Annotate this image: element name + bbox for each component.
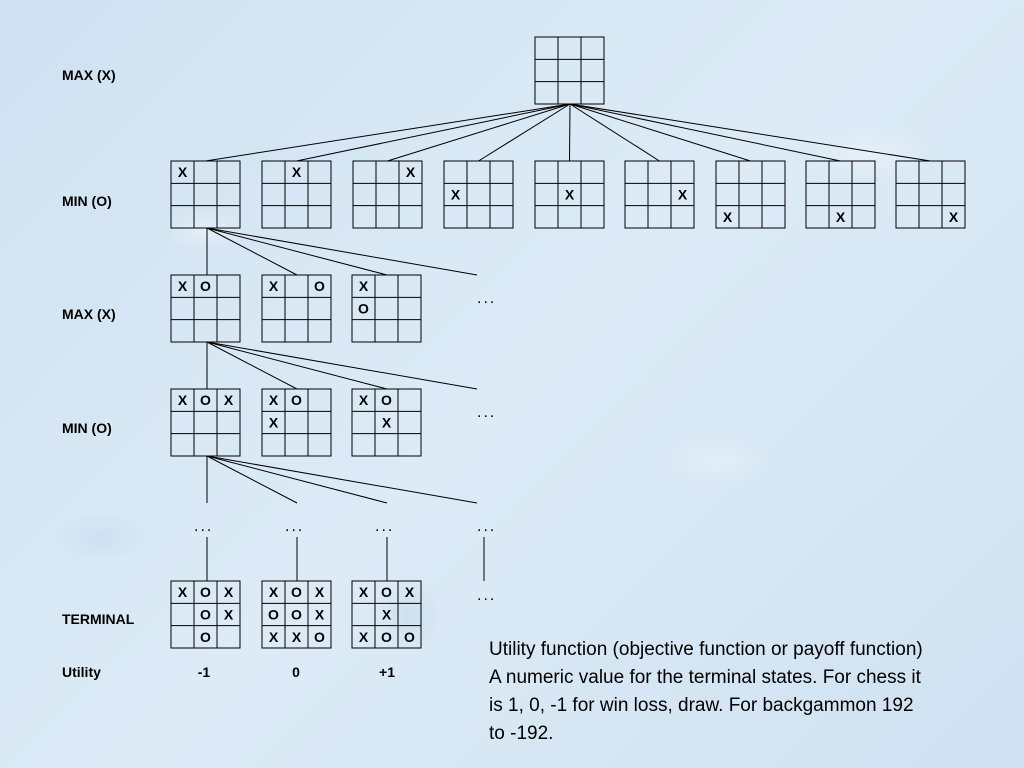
cell-mark-o: O [291, 584, 302, 601]
max-board-3 [352, 275, 421, 342]
cell-mark-x: X [291, 628, 302, 645]
tree-edge [570, 104, 751, 161]
max-board-1 [171, 275, 240, 342]
terminal-board-2 [262, 581, 331, 648]
root-board [535, 37, 604, 104]
cell-mark-x: X [223, 584, 234, 601]
min-board-2 [262, 161, 331, 228]
cell-mark-x: X [677, 186, 688, 203]
cell-mark-x: X [450, 186, 461, 203]
cell-mark-x: X [268, 392, 279, 409]
tree-edge [388, 104, 571, 161]
cell-mark-x: X [381, 414, 392, 431]
note-line-1: Utility function (objective function or payoff function) [489, 639, 923, 660]
ellipsis-branch-4: ... [477, 518, 497, 535]
cell-mark-x: X [381, 606, 392, 623]
cell-mark-o: O [314, 278, 325, 295]
note-line-2: A numeric value for the terminal states. For chess it [489, 667, 921, 688]
cell-mark-o: O [381, 584, 392, 601]
min-board-7 [716, 161, 785, 228]
tree-edge [207, 342, 297, 389]
cell-mark-x: X [177, 164, 188, 181]
cell-mark-x: X [358, 392, 369, 409]
cell-mark-o: O [404, 628, 415, 645]
cell-mark-x: X [358, 278, 369, 295]
tree-edge [207, 228, 297, 275]
terminal-board-1 [171, 581, 240, 648]
level-label-min-2: MIN (O) [62, 420, 112, 436]
min-board-l3-1 [171, 389, 240, 456]
ellipsis-branch-2: ... [285, 518, 305, 535]
cell-mark-o: O [381, 628, 392, 645]
cell-mark-o: O [200, 606, 211, 623]
level-label-max-2: MAX (X) [62, 306, 116, 322]
cell-mark-x: X [722, 208, 733, 225]
level-label-terminal: TERMINAL [62, 611, 135, 627]
ellipsis-level3: ... [477, 404, 497, 421]
tree-edge [207, 228, 387, 275]
cell-mark-x: X [314, 584, 325, 601]
cell-mark-x: X [948, 208, 959, 225]
cell-mark-x: X [223, 392, 234, 409]
terminal-board-3 [352, 581, 421, 648]
tree-edge [570, 104, 931, 161]
tree-edge [207, 456, 387, 503]
cell-mark-x: X [835, 208, 846, 225]
ellipsis-branch-1: ... [194, 518, 214, 535]
min-board-9 [896, 161, 965, 228]
utility-value-1: -1 [197, 664, 211, 680]
tree-edge [479, 104, 571, 161]
ellipsis-terminal: ... [477, 587, 497, 604]
note-line-3: is 1, 0, -1 for win loss, draw. For backgammon 192 [489, 695, 914, 716]
min-board-l3-3 [352, 389, 421, 456]
tree-edge [570, 104, 660, 161]
utility-function-note [489, 636, 1009, 748]
tree-edge [570, 104, 571, 161]
cell-mark-x: X [404, 584, 415, 601]
tree-edge [207, 456, 297, 503]
cell-mark-o: O [200, 628, 211, 645]
cell-mark-o: O [200, 278, 211, 295]
cell-mark-x: X [358, 584, 369, 601]
min-board-l3-2 [262, 389, 331, 456]
tree-edge [207, 342, 477, 389]
utility-value-2: 0 [292, 664, 300, 680]
level-label-max-1: MAX (X) [62, 67, 116, 83]
utility-value-3: +1 [379, 664, 395, 680]
cell-mark-x: X [405, 164, 416, 181]
cell-mark-x: X [564, 186, 575, 203]
cell-mark-x: X [268, 278, 279, 295]
cell-mark-o: O [358, 300, 369, 317]
cell-mark-o: O [200, 584, 211, 601]
tree-edge [207, 228, 477, 275]
tree-edge [207, 342, 387, 389]
tree-edge [207, 456, 477, 503]
max-board-2 [262, 275, 331, 342]
cell-mark-x: X [268, 414, 279, 431]
tree-edge [297, 104, 571, 161]
cell-mark-x: X [314, 606, 325, 623]
board-frame [535, 37, 604, 104]
cell-mark-o: O [291, 606, 302, 623]
ellipsis-level2: ... [477, 290, 497, 307]
cell-mark-o: O [268, 606, 279, 623]
note-line-4: to -192. [489, 723, 554, 744]
min-board-1 [171, 161, 240, 228]
cell-mark-x: X [268, 628, 279, 645]
min-board-8 [806, 161, 875, 228]
ellipsis-branch-3: ... [375, 518, 395, 535]
cell-mark-x: X [177, 392, 188, 409]
level-label-min-1: MIN (O) [62, 193, 112, 209]
cell-mark-x: X [358, 628, 369, 645]
cell-mark-x: X [177, 584, 188, 601]
cell-mark-x: X [223, 606, 234, 623]
cell-mark-x: X [268, 584, 279, 601]
min-board-6 [625, 161, 694, 228]
cell-mark-x: X [177, 278, 188, 295]
level-label-utility: Utility [62, 664, 101, 680]
min-board-4 [444, 161, 513, 228]
tree-edge [206, 104, 571, 161]
cell-mark-o: O [291, 392, 302, 409]
cell-mark-o: O [314, 628, 325, 645]
cell-mark-o: O [200, 392, 211, 409]
min-board-3 [353, 161, 422, 228]
min-board-5 [535, 161, 604, 228]
cell-mark-x: X [291, 164, 302, 181]
tree-boards [171, 37, 965, 648]
tree-edge [570, 104, 841, 161]
cell-mark-o: O [381, 392, 392, 409]
